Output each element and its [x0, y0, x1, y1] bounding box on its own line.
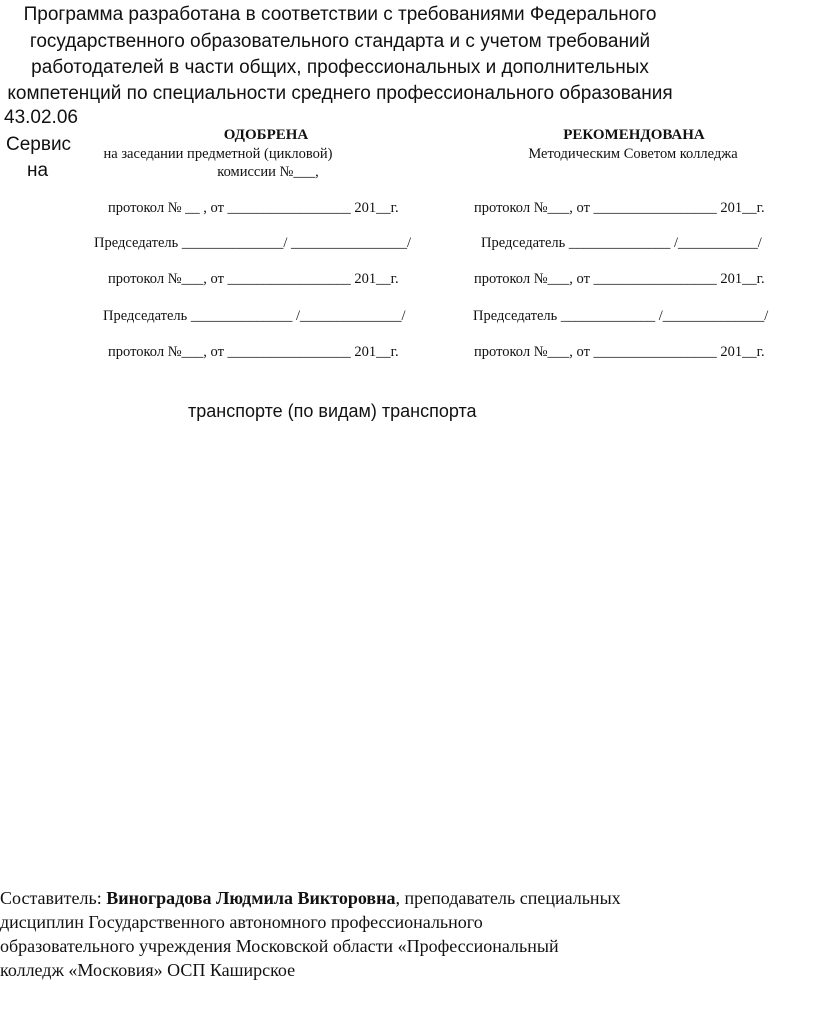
left-protocol-1: протокол № __ , от _________________ 201__г.	[108, 200, 399, 216]
specialty-word-service: Сервис	[6, 134, 72, 155]
right-chairman-1: Председатель ______________ /___________/	[481, 235, 762, 251]
right-protocol-1: протокол №___, от _________________ 201__г.	[474, 200, 765, 216]
author-label: Составитель:	[0, 888, 107, 908]
author-line-1	[0, 886, 700, 910]
left-protocol-3: протокол №___, от _________________ 201__г.	[108, 344, 399, 360]
intro-line-2: государственного образовательного стандарта и с учетом требований	[29, 31, 651, 52]
left-protocol-2: протокол №___, от _________________ 201__г.	[108, 271, 399, 287]
left-chairman-2: Председатель ______________ /______________/	[103, 308, 406, 324]
right-chairman-2: Председатель _____________ /______________/	[473, 308, 769, 324]
author-position: , преподаватель специальных	[395, 888, 621, 908]
approved-line-2: комиссии №___,	[217, 164, 319, 180]
author-line-4: колледж «Московия» ОСП Каширское	[0, 960, 296, 980]
recommended-title: РЕКОМЕНДОВАНА	[563, 127, 705, 143]
author-line-2: дисциплин Государственного автономного профессионального	[0, 912, 483, 932]
intro-line-4: компетенций по специальности среднего профессионального образования	[7, 83, 673, 104]
right-protocol-3: протокол №___, от _________________ 201__г.	[474, 344, 765, 360]
program-name-tail: транспорте (по видам) транспорта	[188, 401, 477, 421]
intro-line-3: работодателей в части общих, профессиональных и дополнительных	[31, 57, 649, 78]
left-chairman-1: Председатель ______________/ ________________/	[94, 235, 412, 251]
author-line-3: образовательного учреждения Московской области «Профессиональный	[0, 936, 559, 956]
recommended-line-1: Методическим Советом колледжа	[528, 146, 738, 162]
approved-title: ОДОБРЕНА	[223, 127, 309, 143]
intro-line-1: Программа разработана в соответствии с требованиями Федерального	[23, 4, 657, 25]
approved-line-1: на заседании предметной (цикловой)	[103, 146, 333, 162]
specialty-word-na: на	[27, 160, 49, 181]
author-name: Виноградова Людмила Викторовна	[106, 888, 396, 908]
specialty-code: 43.02.06	[4, 107, 78, 128]
right-protocol-2: протокол №___, от _________________ 201__г.	[474, 271, 765, 287]
